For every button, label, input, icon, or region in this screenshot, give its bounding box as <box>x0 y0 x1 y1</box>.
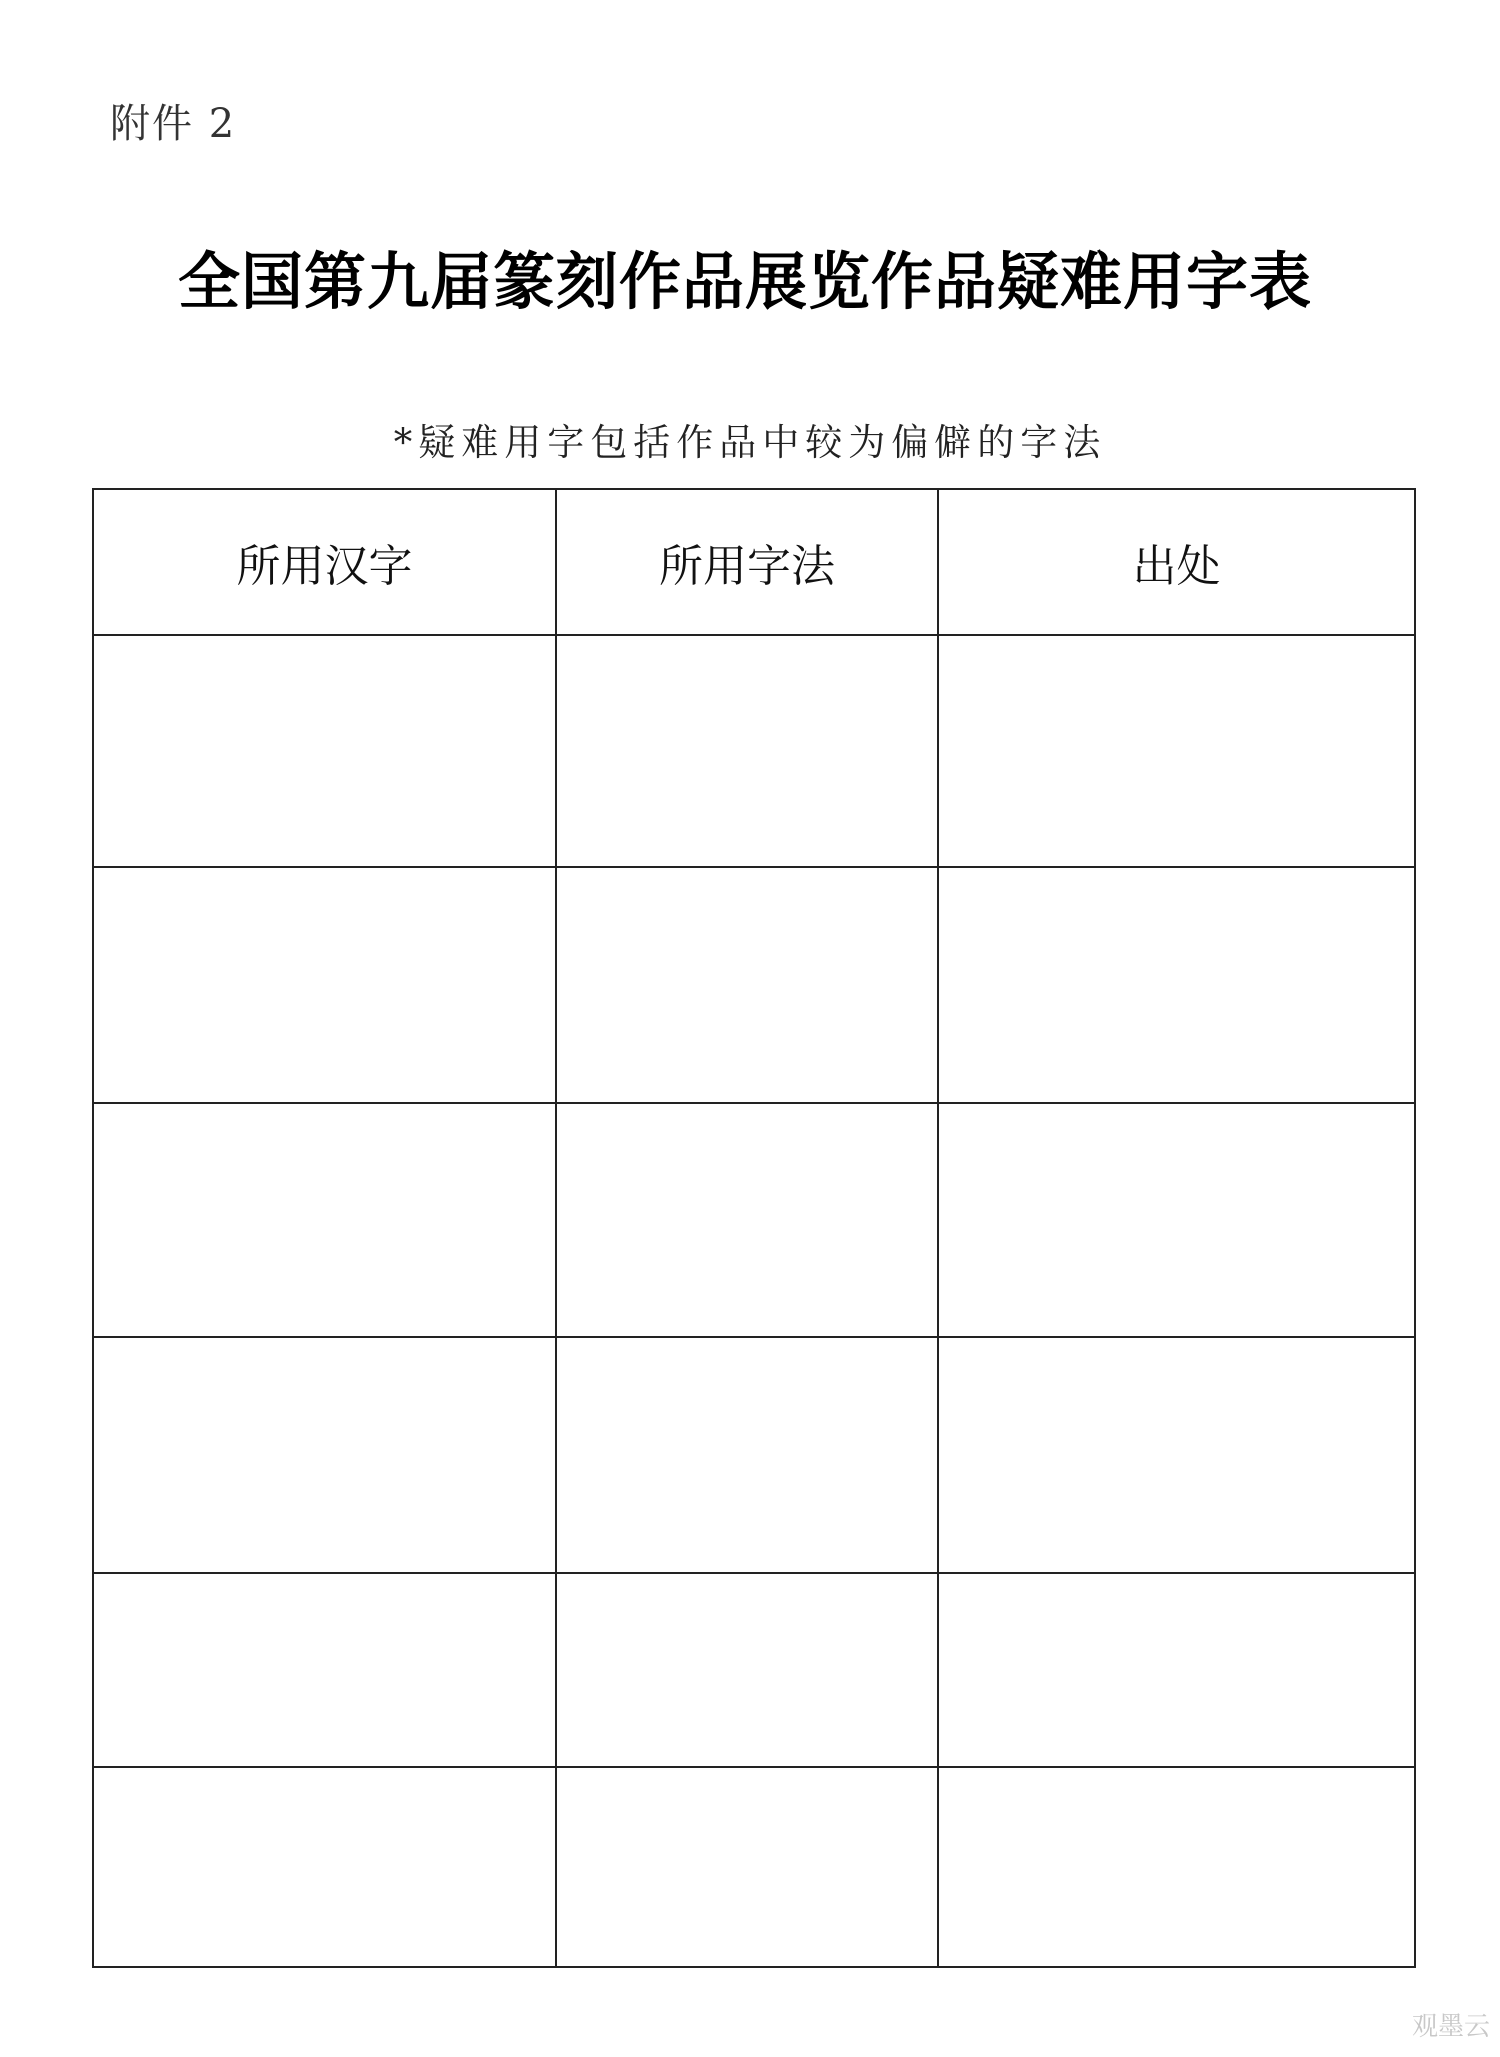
cell-source[interactable] <box>938 635 1415 867</box>
cell-character-form[interactable] <box>556 1337 938 1573</box>
cell-character[interactable] <box>93 1337 556 1573</box>
attachment-label: 附件 2 <box>110 101 237 147</box>
table-row <box>93 1103 1415 1337</box>
header-character: 所用汉字 <box>93 489 556 635</box>
cell-character-form[interactable] <box>556 1767 938 1967</box>
table-row <box>93 867 1415 1103</box>
cell-character-form[interactable] <box>556 1573 938 1767</box>
table-row <box>93 635 1415 867</box>
cell-character[interactable] <box>93 1103 556 1337</box>
cell-character[interactable] <box>93 1767 556 1967</box>
watermark: 观墨云 <box>1411 2012 1490 2042</box>
cell-source[interactable] <box>938 867 1415 1103</box>
table-header-row <box>93 489 1415 635</box>
table-row <box>93 1767 1415 1967</box>
table-row <box>93 1573 1415 1767</box>
cell-source[interactable] <box>938 1573 1415 1767</box>
difficult-characters-table <box>92 488 1416 1968</box>
cell-character[interactable] <box>93 1573 556 1767</box>
cell-character-form[interactable] <box>556 867 938 1103</box>
table-row <box>93 1337 1415 1573</box>
header-source: 出处 <box>938 489 1415 635</box>
header-character-form: 所用字法 <box>556 489 938 635</box>
cell-source[interactable] <box>938 1767 1415 1967</box>
cell-character-form[interactable] <box>556 1103 938 1337</box>
cell-source[interactable] <box>938 1103 1415 1337</box>
cell-source[interactable] <box>938 1337 1415 1573</box>
page-title: 全国第九届篆刻作品展览作品疑难用字表 <box>178 245 1313 318</box>
cell-character[interactable] <box>93 635 556 867</box>
table-note: *疑难用字包括作品中较为偏僻的字法 <box>393 421 1107 464</box>
cell-character-form[interactable] <box>556 635 938 867</box>
cell-character[interactable] <box>93 867 556 1103</box>
